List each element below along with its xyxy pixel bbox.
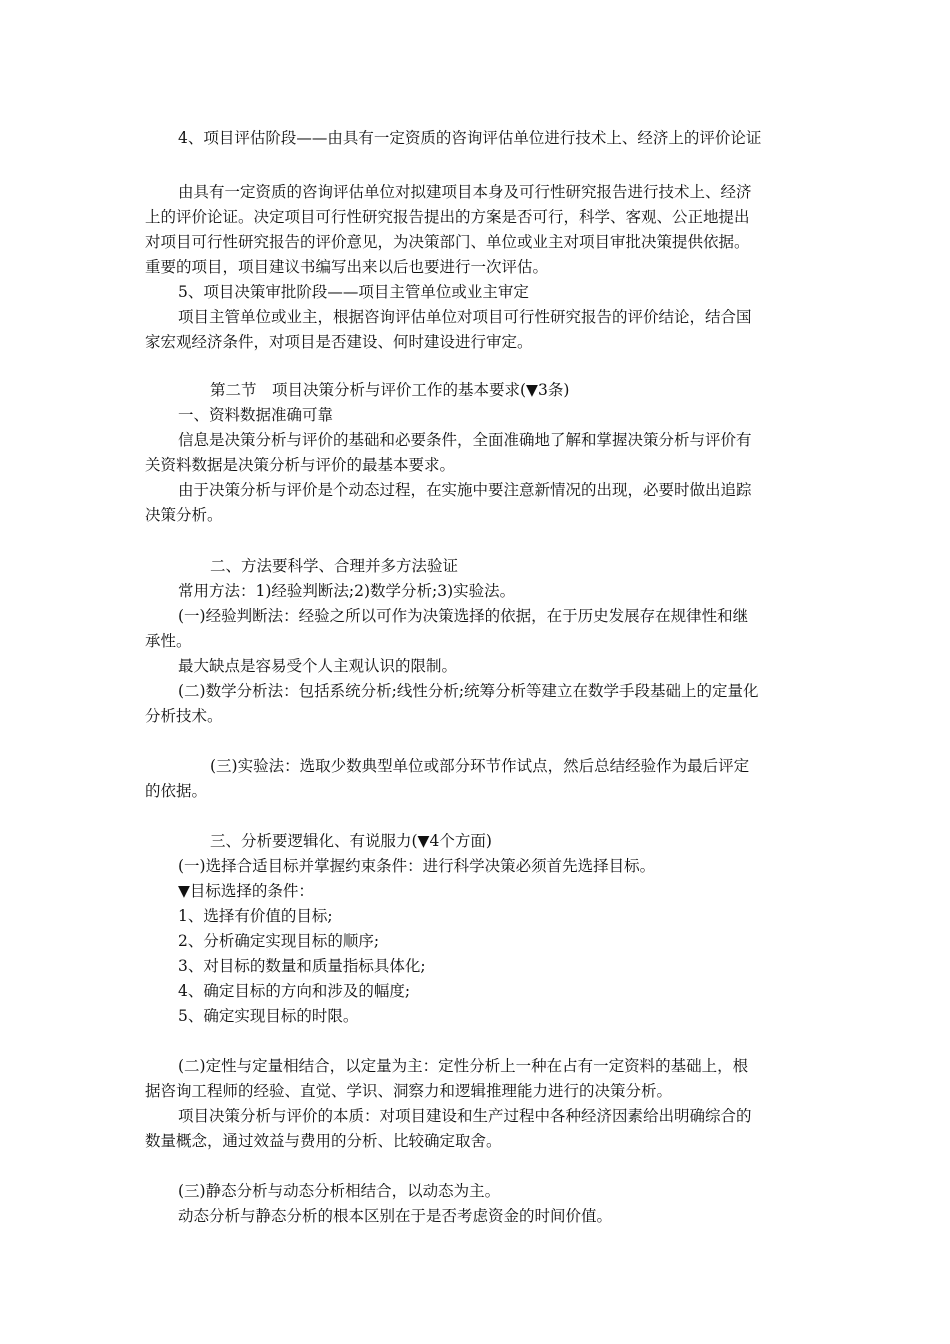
paragraph-line: (一)选择合适目标并掌握约束条件：进行科学决策必须首先选择目标。 <box>178 857 656 875</box>
list-item: 4、确定目标的方向和涉及的幅度; <box>178 982 411 1000</box>
paragraph-line: 上的评价论证。决定项目可行性研究报告提出的方案是否可行，科学、客观、公正地提出 <box>145 208 750 226</box>
paragraph-line: 项目决策分析与评价的本质：对项目建设和生产过程中各种经济因素给出明确综合的 <box>178 1107 752 1125</box>
paragraph-line: 重要的项目，项目建议书编写出来以后也要进行一次评估。 <box>145 258 549 276</box>
paragraph-line: 数量概念，通过效益与费用的分析、比较确定取舍。 <box>145 1132 502 1150</box>
subheading: 一、资料数据准确可靠 <box>178 406 334 424</box>
paragraph-line: 常用方法：1)经验判断法;2)数学分析;3)实验法。 <box>178 582 516 600</box>
paragraph-line: 动态分析与静态分析的根本区别在于是否考虑资金的时间价值。 <box>178 1207 613 1225</box>
paragraph-line: 由于决策分析与评价是个动态过程，在实施中要注意新情况的出现，必要时做出追踪 <box>178 481 752 499</box>
paragraph-line: 分析技术。 <box>145 707 223 725</box>
list-item: 2、分析确定实现目标的顺序; <box>178 932 380 950</box>
paragraph-line: (三)静态分析与动态分析相结合，以动态为主。 <box>178 1182 501 1200</box>
paragraph-line: 由具有一定资质的咨询评估单位对拟建项目本身及可行性研究报告进行技术上、经济 <box>178 183 752 201</box>
paragraph-line: (一)经验判断法：经验之所以可作为决策选择的依据，在于历史发展存在规律性和继 <box>178 607 749 625</box>
section-title: 第二节 项目决策分析与评价工作的基本要求(▼3条) <box>210 381 570 399</box>
heading-stage-4: 4、项目评估阶段——由具有一定资质的咨询评估单位进行技术上、经济上的评价论证 <box>178 129 762 147</box>
subheading: 二、方法要科学、合理并多方法验证 <box>210 557 459 575</box>
heading-stage-5: 5、项目决策审批阶段——项目主管单位或业主审定 <box>178 283 529 301</box>
list-item: 1、选择有价值的目标; <box>178 907 333 925</box>
paragraph-line: (三)实验法：选取少数典型单位或部分环节作试点，然后总结经验作为最后评定 <box>210 757 750 775</box>
paragraph-line: 的依据。 <box>145 782 208 800</box>
paragraph-line: 对项目可行性研究报告的评价意见，为决策部门、单位或业主对项目审批决策提供依据。 <box>145 233 750 251</box>
paragraph-line: (二)定性与定量相结合，以定量为主：定性分析上一种在占有一定资料的基础上，根 <box>178 1057 749 1075</box>
list-item: 5、确定实现目标的时限。 <box>178 1007 359 1025</box>
paragraph-line: 据咨询工程师的经验、直觉、学识、洞察力和逻辑推理能力进行的决策分析。 <box>145 1082 673 1100</box>
paragraph-line: 项目主管单位或业主，根据咨询评估单位对项目可行性研究报告的评价结论，结合国 <box>178 308 752 326</box>
list-item: 3、对目标的数量和质量指标具体化; <box>178 957 426 975</box>
paragraph-line: 最大缺点是容易受个人主观认识的限制。 <box>178 657 458 675</box>
subheading: 三、分析要逻辑化、有说服力(▼4个方面) <box>210 832 492 850</box>
paragraph-line: 信息是决策分析与评价的基础和必要条件，全面准确地了解和掌握决策分析与评价有 <box>178 431 752 449</box>
paragraph-line: 关资料数据是决策分析与评价的最基本要求。 <box>145 456 456 474</box>
paragraph-line: (二)数学分析法：包括系统分析;线性分析;统筹分析等建立在数学手段基础上的定量化 <box>178 682 759 700</box>
paragraph-line: 承性。 <box>145 632 192 650</box>
paragraph-line: 家宏观经济条件，对项目是否建设、何时建设进行审定。 <box>145 333 533 351</box>
paragraph-line: 决策分析。 <box>145 506 223 524</box>
paragraph-line: ▼目标选择的条件： <box>178 882 314 900</box>
